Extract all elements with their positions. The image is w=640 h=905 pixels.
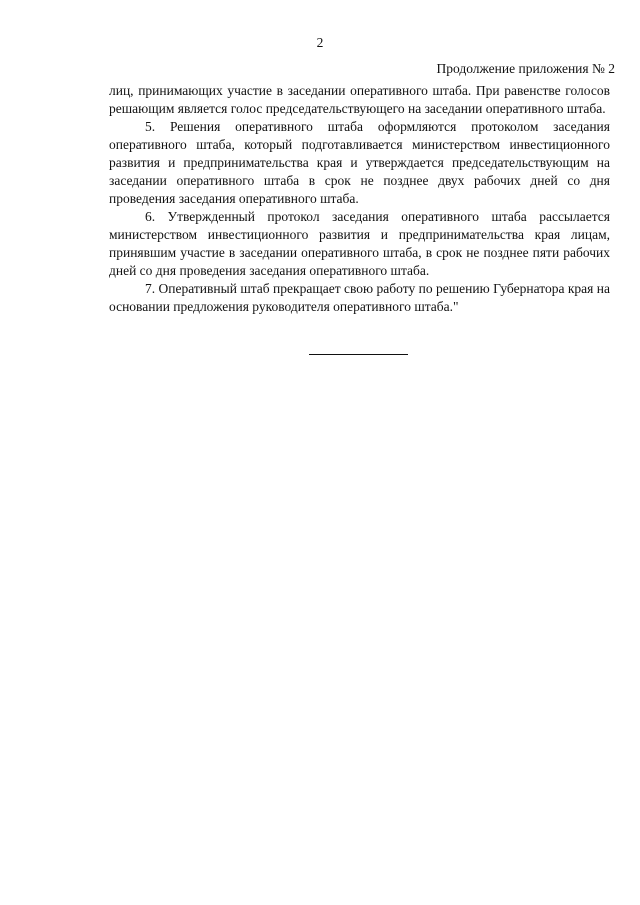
paragraph-item-5: 5. Решения оперативного штаба оформляются протоколом заседания оперативного штаба, который подготавливается министерством инвестиционного развития и предпринимательства края и утверждается председательствующим на заседании оперативного штаба в срок не позднее двух рабочих дней со дня проведения заседания оперативного штаба. bbox=[109, 119, 610, 206]
paragraph-item-7: 7. Оперативный штаб прекращает свою работу по решению Губернатора края на основании предложения руководителя оперативного штаба." bbox=[109, 281, 610, 314]
end-of-document-rule bbox=[309, 354, 408, 355]
page-number: 2 bbox=[316, 35, 324, 50]
paragraph-continued: лиц, принимающих участие в заседании оперативного штаба. При равенстве голосов решающим является голос председательствующего на заседании оперативного штаба. bbox=[109, 83, 610, 116]
document-body bbox=[109, 82, 610, 316]
paragraph-item-6: 6. Утвержденный протокол заседания оперативного штаба рассылается министерством инвестиционного развития и предпринимательства края лицам, принявшим участие в заседании оперативного штаба, в срок не позднее пяти рабочих дней со дня проведения заседания оперативного штаба. bbox=[109, 209, 610, 278]
appendix-continuation-label: Продолжение приложения № 2 bbox=[436, 61, 615, 76]
